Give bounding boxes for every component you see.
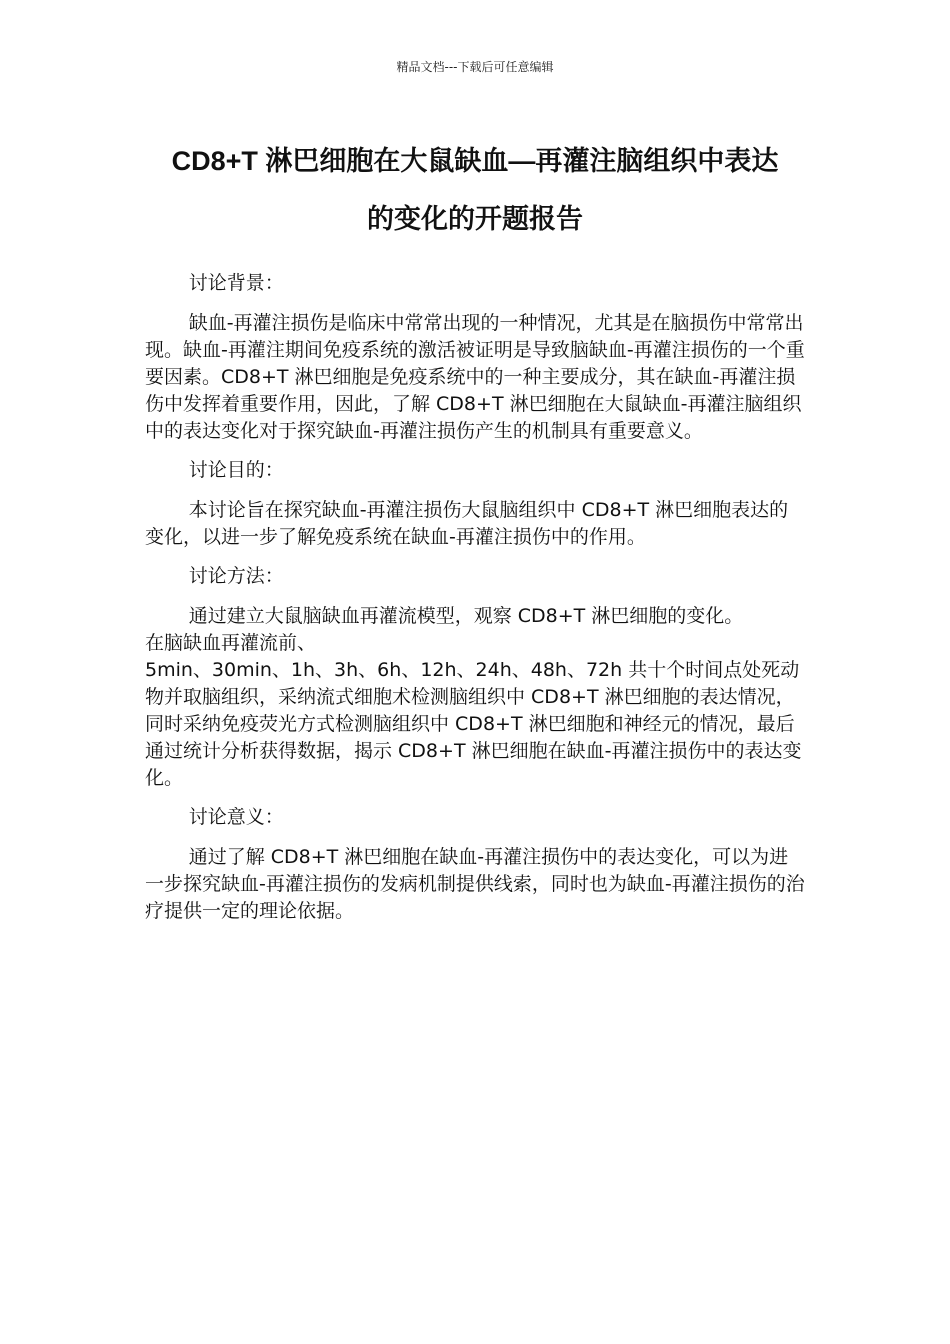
document-body xyxy=(145,270,805,937)
purpose-heading: 讨论目的： xyxy=(188,459,284,481)
significance-paragraph: 通过了解 CD8+T 淋巴细胞在缺血-再灌注损伤中的表达变化，可以为进一步探究缺血-再灌注损伤的发病机制提供线索，同时也为缺血-再灌注损伤的治疗提供一定的理论依据。 xyxy=(145,846,805,922)
method-heading: 讨论方法： xyxy=(188,565,284,587)
purpose-paragraph: 本讨论旨在探究缺血-再灌注损伤大鼠脑组织中 CD8+T 淋巴细胞表达的变化，以进一步了解免疫系统在缺血-再灌注损伤中的作用。 xyxy=(145,499,789,548)
method-paragraph xyxy=(145,603,805,792)
background-heading: 讨论背景： xyxy=(188,272,284,294)
method-line-2: 在脑缺血再灌流前、 xyxy=(145,632,317,654)
title-line-2: 的变化的开题报告 xyxy=(367,204,583,234)
title-line-1: CD8+T 淋巴细胞在大鼠缺血—再灌注脑组织中表达 xyxy=(171,146,779,176)
header-note: 精品文档---下载后可任意编辑 xyxy=(396,60,554,74)
significance-heading: 讨论意义： xyxy=(188,806,284,828)
method-line-3: 5min、30min、1h、3h、6h、12h、24h、48h、72h 共十个时间点处死动物并取脑组织，采纳流式细胞术检测脑组织中 CD8+T 淋巴细胞的表达情况，同时采纳免疫荧光方式检测脑组织中 CD8+T 淋巴细胞和神经元的情况，最后通过统计分析获得数据，揭示 CD8+T 淋巴细胞在缺血-再灌注损伤中的表达变化。 xyxy=(145,659,802,789)
background-paragraph: 缺血-再灌注损伤是临床中常常出现的一种情况，尤其是在脑损伤中常常出现。缺血-再灌注期间免疫系统的激活被证明是导致脑缺血-再灌注损伤的一个重要因素。CD8+T 淋巴细胞是免疫系统中的一种主要成分，其在缺血-再灌注损伤中发挥着重要作用，因此，了解 CD8+T 淋巴细胞在大鼠缺血-再灌注脑组织中的表达变化对于探究缺血-再灌注损伤产生的机制具有重要意义。 xyxy=(145,312,805,442)
method-line-1: 通过建立大鼠脑缺血再灌流模型，观察 CD8+T 淋巴细胞的变化。 xyxy=(188,605,744,627)
document-title xyxy=(140,132,810,248)
